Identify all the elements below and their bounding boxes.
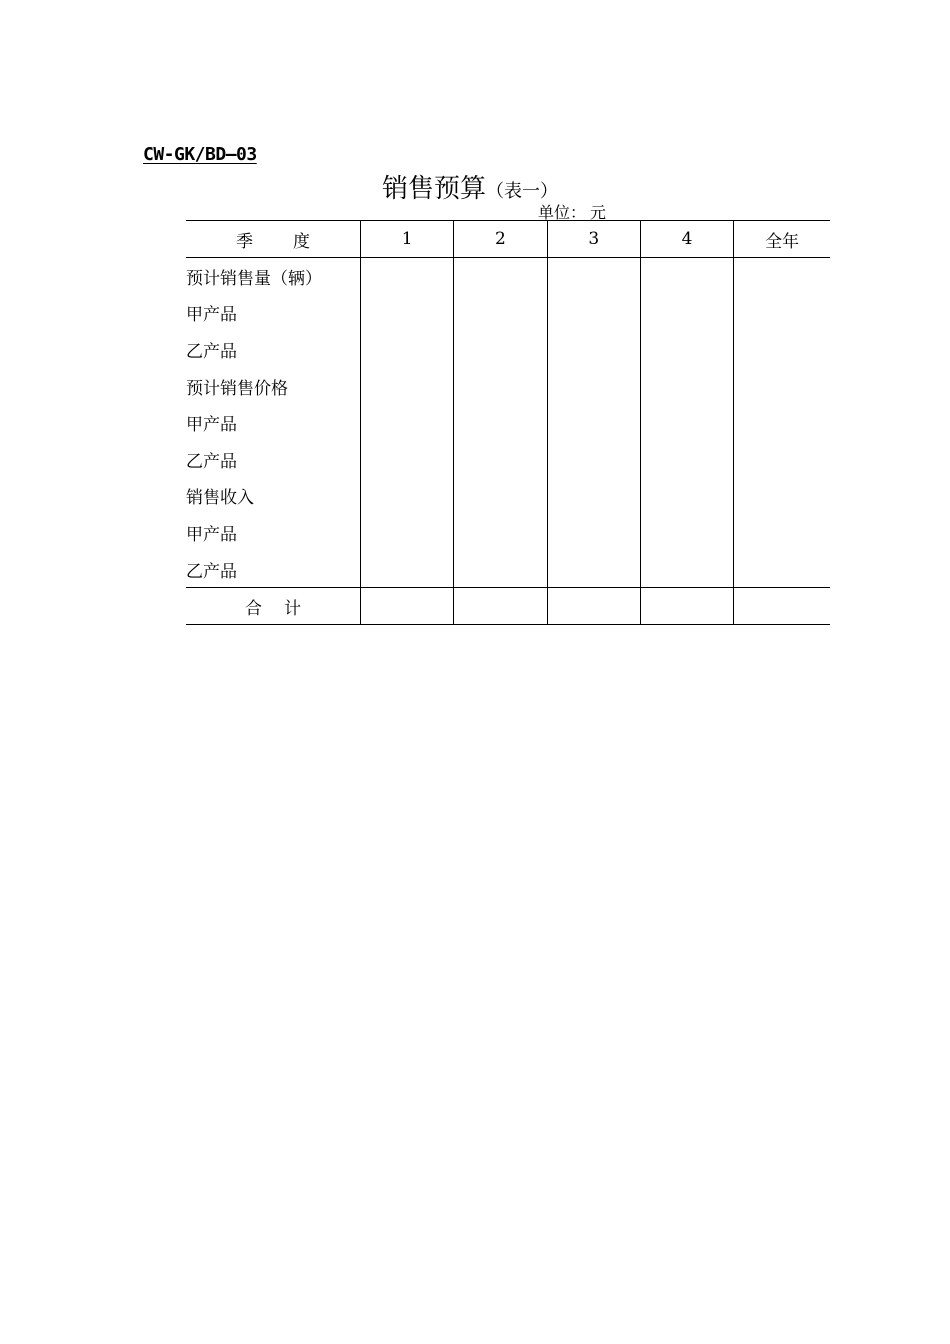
table-cell[interactable] <box>454 331 547 368</box>
table-cell[interactable] <box>547 368 640 405</box>
table-cell[interactable] <box>547 551 640 588</box>
header-full-year: 全年 <box>734 221 830 258</box>
header-quarter-3: 3 <box>547 221 640 258</box>
table-cell[interactable] <box>454 368 547 405</box>
unit-value: 元 <box>590 203 607 222</box>
table-cell[interactable] <box>361 551 454 588</box>
header-quarter-1: 1 <box>361 221 454 258</box>
title-main: 销售预算 <box>381 174 486 204</box>
table-cell[interactable] <box>734 588 830 625</box>
table-row <box>186 441 830 478</box>
table-cell[interactable] <box>640 478 733 515</box>
table-cell[interactable] <box>734 514 830 551</box>
row-label: 预计销售价格 <box>186 378 288 399</box>
table-cell[interactable] <box>640 368 733 405</box>
page-title <box>0 168 940 205</box>
table-cell[interactable] <box>361 514 454 551</box>
table-cell[interactable] <box>640 331 733 368</box>
table-cell[interactable] <box>361 331 454 368</box>
table-row <box>186 295 830 332</box>
table-cell[interactable] <box>547 258 640 295</box>
table-cell[interactable] <box>734 478 830 515</box>
table-cell[interactable] <box>547 514 640 551</box>
table-cell[interactable] <box>640 551 733 588</box>
table-cell[interactable] <box>361 368 454 405</box>
table-cell[interactable] <box>547 441 640 478</box>
table-cell[interactable] <box>454 404 547 441</box>
row-label: 甲产品 <box>186 305 237 326</box>
table-header-row <box>186 221 830 258</box>
document-code: CW-GK/BD—03 <box>143 144 257 165</box>
table-cell[interactable] <box>640 588 733 625</box>
table-cell[interactable] <box>640 404 733 441</box>
table-cell[interactable] <box>361 588 454 625</box>
table-cell[interactable] <box>361 441 454 478</box>
table-cell[interactable] <box>454 551 547 588</box>
table-cell[interactable] <box>547 588 640 625</box>
table-cell[interactable] <box>640 258 733 295</box>
header-quarter-2: 2 <box>454 221 547 258</box>
table-cell[interactable] <box>547 404 640 441</box>
header-quarter-4: 4 <box>640 221 733 258</box>
table-row <box>186 514 830 551</box>
table-cell[interactable] <box>547 331 640 368</box>
table-cell[interactable] <box>361 295 454 332</box>
table-cell[interactable] <box>547 478 640 515</box>
total-label-first: 合 <box>245 598 263 619</box>
table-cell[interactable] <box>734 295 830 332</box>
table-cell[interactable] <box>734 551 830 588</box>
table-cell[interactable] <box>734 441 830 478</box>
table-cell[interactable] <box>361 258 454 295</box>
table-cell[interactable] <box>454 478 547 515</box>
row-label: 销售收入 <box>186 488 254 509</box>
table-cell[interactable] <box>454 514 547 551</box>
total-row <box>186 588 830 625</box>
table-row <box>186 258 830 295</box>
row-label: 甲产品 <box>186 524 237 545</box>
table-cell[interactable] <box>547 295 640 332</box>
table-cell[interactable] <box>454 295 547 332</box>
table-cell[interactable] <box>454 441 547 478</box>
row-label: 乙产品 <box>186 341 237 362</box>
row-label: 乙产品 <box>186 451 237 472</box>
table-row <box>186 551 830 588</box>
table-cell[interactable] <box>640 514 733 551</box>
total-label <box>186 588 361 625</box>
sales-budget-table <box>186 220 830 625</box>
total-label-second: 计 <box>284 598 302 619</box>
header-season <box>186 221 361 258</box>
unit-label: 单位： <box>538 203 587 222</box>
table-cell[interactable] <box>734 368 830 405</box>
header-season-first: 季 <box>236 231 254 252</box>
title-sub: （表一） <box>486 181 558 202</box>
table-row <box>186 368 830 405</box>
table-cell[interactable] <box>361 404 454 441</box>
table-row <box>186 404 830 441</box>
table-cell[interactable] <box>361 478 454 515</box>
table-row <box>186 331 830 368</box>
header-season-second: 度 <box>293 231 311 252</box>
table-cell[interactable] <box>734 258 830 295</box>
row-label: 预计销售量（辆） <box>186 268 322 289</box>
table-cell[interactable] <box>640 441 733 478</box>
table-cell[interactable] <box>734 331 830 368</box>
table-cell[interactable] <box>734 404 830 441</box>
table-cell[interactable] <box>454 258 547 295</box>
row-label: 甲产品 <box>186 415 237 436</box>
table-cell[interactable] <box>640 295 733 332</box>
row-label: 乙产品 <box>186 561 237 582</box>
table-cell[interactable] <box>454 588 547 625</box>
table-row <box>186 478 830 515</box>
